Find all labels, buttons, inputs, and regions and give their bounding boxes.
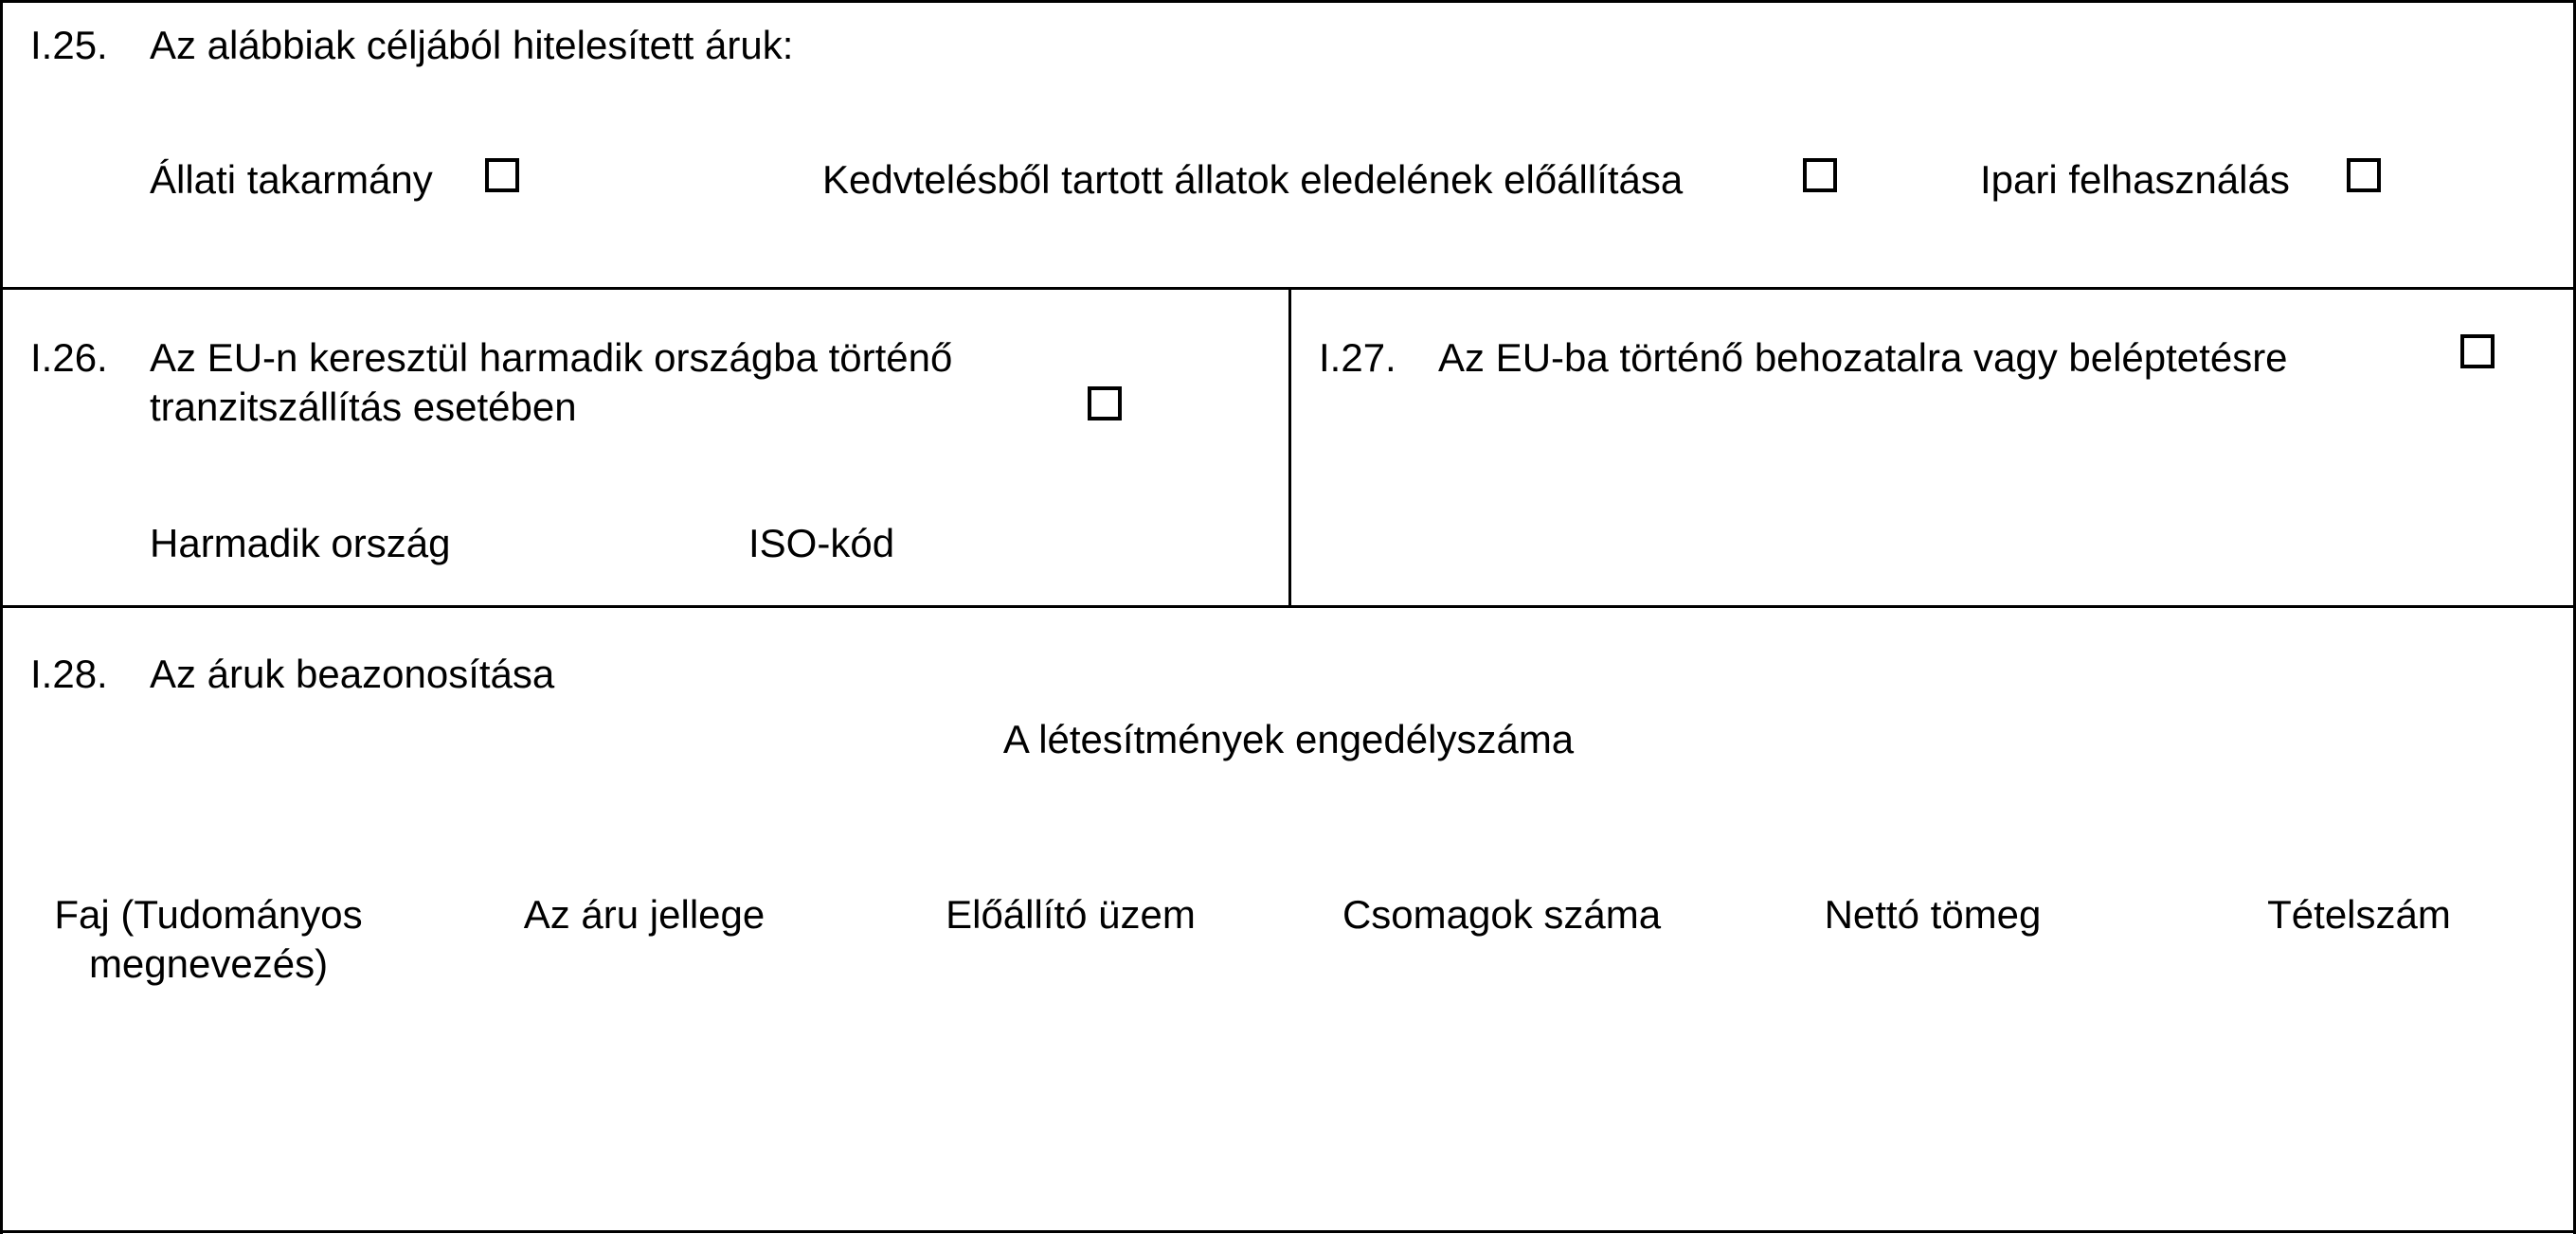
- section-number: I.27.: [1319, 335, 1396, 380]
- field-label-third-country: Harmadik ország: [150, 521, 451, 565]
- border-bottom: [0, 1230, 2576, 1233]
- column-header-species-line2: megnevezés): [88, 941, 329, 986]
- checkbox-transit[interactable]: [1088, 386, 1122, 420]
- section-number: I.28.: [30, 652, 108, 696]
- column-header-net-weight: Nettó tömeg: [1824, 892, 2042, 937]
- checkbox-import[interactable]: [2460, 334, 2495, 368]
- section-title: Az alábbiak céljából hitelesített áruk:: [150, 23, 794, 67]
- section-title-line1: Az EU-n keresztül harmadik országba történő: [150, 335, 953, 380]
- column-header-packages: Csomagok száma: [1342, 892, 1662, 937]
- option-label-pet-food: Kedvtelésből tartott állatok eledelének előállítása: [822, 157, 1684, 202]
- column-header-plant: Előállító üzem: [946, 892, 1196, 937]
- option-label-animal-feed: Állati takarmány: [150, 157, 433, 202]
- divider-26-27: [1288, 287, 1291, 606]
- section-title: Az EU-ba történő behozatalra vagy beléptetésre: [1438, 335, 2288, 380]
- checkbox-animal-feed[interactable]: [485, 158, 519, 192]
- border-left: [0, 0, 3, 1234]
- section-title: Az áruk beazonosítása: [150, 652, 555, 696]
- section-title-line2: tranzitszállítás esetében: [150, 385, 577, 429]
- section-number: I.25.: [30, 23, 108, 67]
- column-header-commodity: Az áru jellege: [523, 892, 766, 937]
- group-header-approval-number: A létesítmények engedélyszáma: [1002, 717, 1575, 761]
- checkbox-pet-food[interactable]: [1803, 158, 1837, 192]
- option-label-industrial-use: Ipari felhasználás: [1980, 157, 2290, 202]
- border-top: [0, 0, 2576, 3]
- column-header-batch-number: Tételszám: [2267, 892, 2451, 937]
- checkbox-industrial-use[interactable]: [2347, 158, 2381, 192]
- column-header-species: Faj (Tudományos: [54, 892, 363, 937]
- section-number: I.26.: [30, 335, 108, 380]
- field-label-iso-code: ISO-kód: [748, 521, 895, 565]
